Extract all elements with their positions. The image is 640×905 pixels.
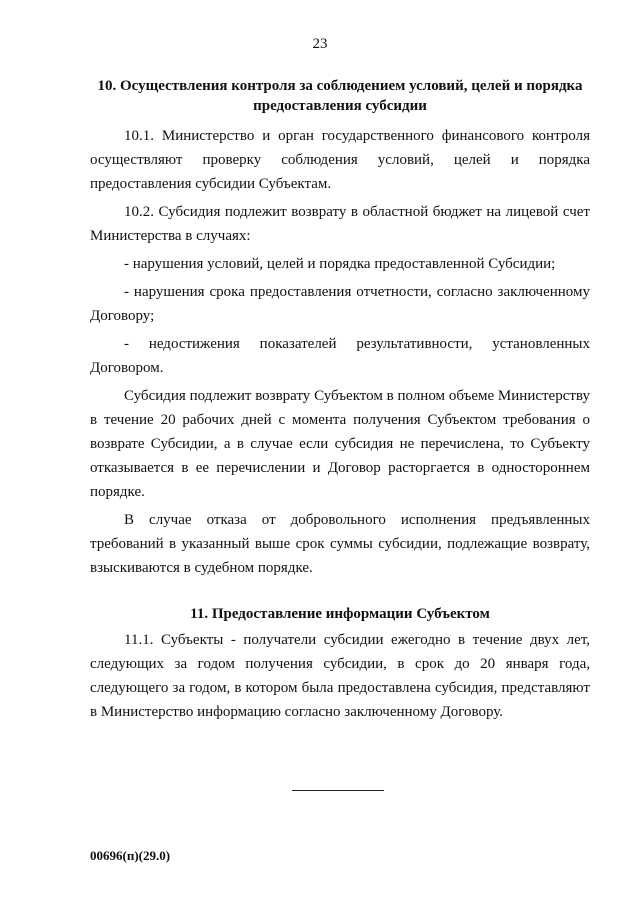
list-item-condition-violation: - нарушения условий, целей и порядка предоставленной Субсидии; (124, 256, 556, 272)
paragraph-10-1: 10.1. Министерство и орган государственного финансового контроля осуществляют проверку соблюдения условий, целей и порядка предоставления субсидии Субъектам. (90, 128, 590, 192)
document-code: 00696(п)(29.0) (90, 848, 171, 863)
paragraph-refund-terms: Субсидия подлежит возврату Субъектом в полном объеме Министерству в течение 20 рабочих дней с момента получения Субъектом требования о возврате Субсидии, а в случае если субсидия не перечислена, то Субъекту отказывается в ее перечислении и Договор расторгается в одностороннем порядке. (90, 388, 590, 500)
paragraph-court-recovery: В случае отказа от добровольного исполнения предъявленных требований в указанный выше срок суммы субсидии, подлежащие возврату, взыскиваются в судебном порядке. (90, 512, 590, 576)
list-item-indicators-failure: - недостижения показателей результативности, установленных Договором. (90, 336, 590, 376)
separator-line (292, 790, 384, 791)
list-item-reporting-violation: - нарушения срока предоставления отчетности, согласно заключенному Договору; (90, 284, 590, 324)
document-body (90, 76, 590, 728)
paragraph-11-1: 11.1. Субъекты - получатели субсидии ежегодно в течение двух лет, следующих за годом получения субсидии, в срок до 20 января года, следующего за годом, в котором была предоставлена субсидия, представляют в Министерство информацию согласно заключенному Договору. (90, 632, 590, 720)
section-11-heading: 11. Предоставление информации Субъектом (190, 606, 490, 622)
paragraph-10-2: 10.2. Субсидия подлежит возврату в областной бюджет на лицевой счет Министерства в случаях: (90, 204, 590, 244)
page-number: 23 (312, 36, 328, 52)
section-10-heading: 10. Осуществления контроля за соблюдением условий, целей и порядка предоставления субсидии (97, 78, 583, 114)
